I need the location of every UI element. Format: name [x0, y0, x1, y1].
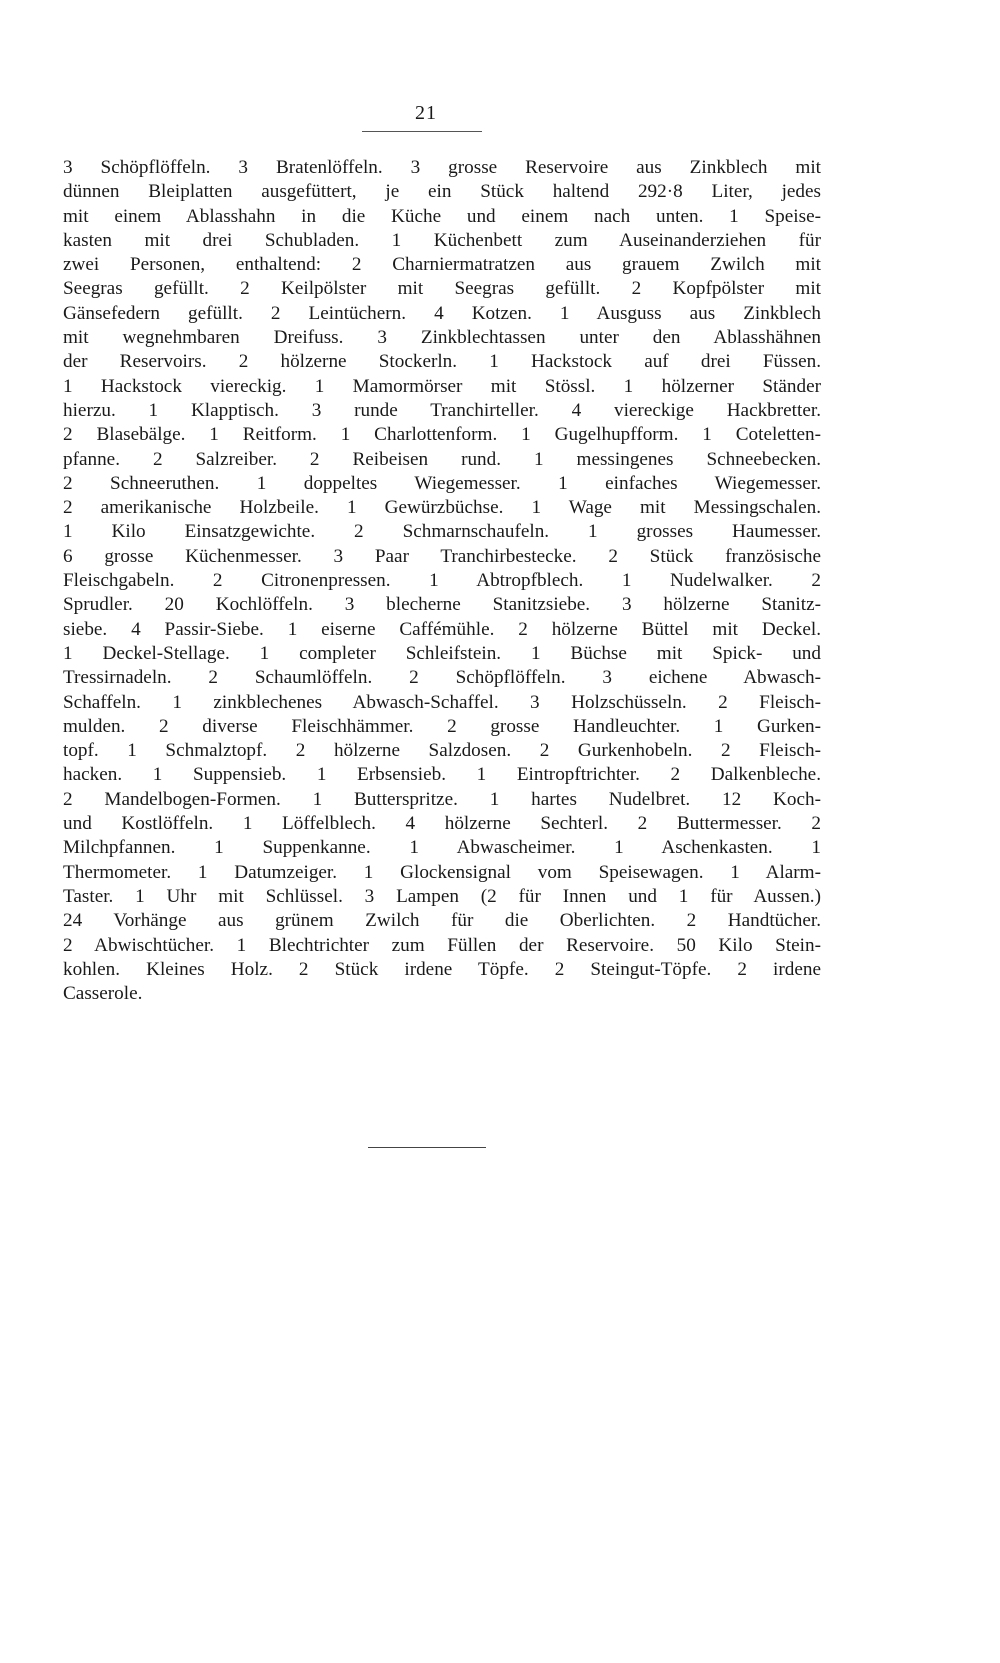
text-line: 2 Mandelbogen-Formen. 1 Butterspritze. 1 hartes Nudelbret. 12 Koch-: [63, 788, 821, 810]
text-line: 2 amerikanische Holzbeile. 1 Gewürzbüchse. 1 Wage mit Messingschalen.: [63, 497, 821, 519]
text-line: siebe. 4 Passir-Siebe. 1 eiserne Caffémühle. 2 hölzerne Büttel mit Deckel.: [63, 618, 821, 640]
text-line: 1 Deckel-Stellage. 1 completer Schleifstein. 1 Büchse mit Spick- und: [63, 642, 821, 664]
page-number: 21: [415, 102, 437, 124]
text-line: Sprudler. 20 Kochlöffeln. 3 blecherne Stanitzsiebe. 3 hölzerne Stanitz-: [63, 594, 821, 616]
text-line: dünnen Bleiplatten ausgefüttert, je ein Stück haltend 292·8 Liter, jedes: [63, 181, 821, 203]
text-line: Milchpfannen. 1 Suppenkanne. 1 Abwascheimer. 1 Aschenkasten. 1: [63, 837, 821, 859]
text-line: Fleischgabeln. 2 Citronenpressen. 1 Abtropfblech. 1 Nudelwalker. 2: [63, 570, 821, 592]
text-line: und Kostlöffeln. 1 Löffelblech. 4 hölzerne Sechterl. 2 Buttermesser. 2: [63, 813, 821, 835]
text-line: 2 Abwischtücher. 1 Blechtrichter zum Füllen der Reservoire. 50 Kilo Stein-: [63, 934, 821, 956]
header-rule: [362, 131, 482, 132]
text-line: Seegras gefüllt. 2 Keilpölster mit Seegras gefüllt. 2 Kopfpölster mit: [63, 278, 821, 300]
text-line: Casserole.: [63, 983, 143, 1005]
text-line: mulden. 2 diverse Fleischhämmer. 2 grosse Handleuchter. 1 Gurken-: [63, 715, 821, 737]
text-line: Tressirnadeln. 2 Schaumlöffeln. 2 Schöpflöffeln. 3 eichene Abwasch-: [63, 667, 821, 689]
text-line: 2 Schneeruthen. 1 doppeltes Wiegemesser. 1 einfaches Wiegemesser.: [63, 472, 821, 494]
text-line: kasten mit drei Schubladen. 1 Küchenbett zum Auseinanderziehen für: [63, 229, 821, 251]
text-line: pfanne. 2 Salzreiber. 2 Reibeisen rund. 1 messingenes Schneebecken.: [63, 448, 821, 470]
text-line: mit wegnehmbaren Dreifuss. 3 Zinkblechtassen unter den Ablasshähnen: [63, 327, 821, 349]
text-line: 2 Blasebälge. 1 Reitform. 1 Charlottenform. 1 Gugelhupfform. 1 Coteletten-: [63, 424, 821, 446]
text-line: 24 Vorhänge aus grünem Zwilch für die Oberlichten. 2 Handtücher.: [63, 910, 821, 932]
body-text: [63, 156, 821, 1006]
text-line: mit einem Ablasshahn in die Küche und einem nach unten. 1 Speise-: [63, 205, 821, 227]
text-line: 1 Hackstock viereckig. 1 Mamormörser mit Stössl. 1 hölzerner Ständer: [63, 375, 821, 397]
text-line: Taster. 1 Uhr mit Schlüssel. 3 Lampen (2 für Innen und 1 für Aussen.): [63, 885, 821, 907]
text-line: hierzu. 1 Klapptisch. 3 runde Tranchirteller. 4 viereckige Hackbretter.: [63, 399, 821, 421]
text-line: 1 Kilo Einsatzgewichte. 2 Schmarnschaufeln. 1 grosses Haumesser.: [63, 521, 821, 543]
end-rule: [368, 1147, 486, 1148]
text-line: 6 grosse Küchenmesser. 3 Paar Tranchirbestecke. 2 Stück französische: [63, 545, 821, 567]
text-line: hacken. 1 Suppensieb. 1 Erbsensieb. 1 Eintropftrichter. 2 Dalkenbleche.: [63, 764, 821, 786]
text-line: kohlen. Kleines Holz. 2 Stück irdene Töpfe. 2 Steingut-Töpfe. 2 irdene: [63, 958, 821, 980]
text-line: Schaffeln. 1 zinkblechenes Abwasch-Schaffel. 3 Holzschüsseln. 2 Fleisch-: [63, 691, 821, 713]
text-line: topf. 1 Schmalztopf. 2 hölzerne Salzdosen. 2 Gurkenhobeln. 2 Fleisch-: [63, 740, 821, 762]
text-line: Gänsefedern gefüllt. 2 Leintüchern. 4 Kotzen. 1 Ausguss aus Zinkblech: [63, 302, 821, 324]
text-line: 3 Schöpflöffeln. 3 Bratenlöffeln. 3 grosse Reservoire aus Zinkblech mit: [63, 157, 821, 178]
text-line: Thermometer. 1 Datumzeiger. 1 Glockensignal vom Speisewagen. 1 Alarm-: [63, 861, 821, 883]
text-line: der Reservoirs. 2 hölzerne Stockerln. 1 Hackstock auf drei Füssen.: [63, 351, 821, 373]
text-line: zwei Personen, enthaltend: 2 Charniermatratzen aus grauem Zwilch mit: [63, 254, 821, 276]
